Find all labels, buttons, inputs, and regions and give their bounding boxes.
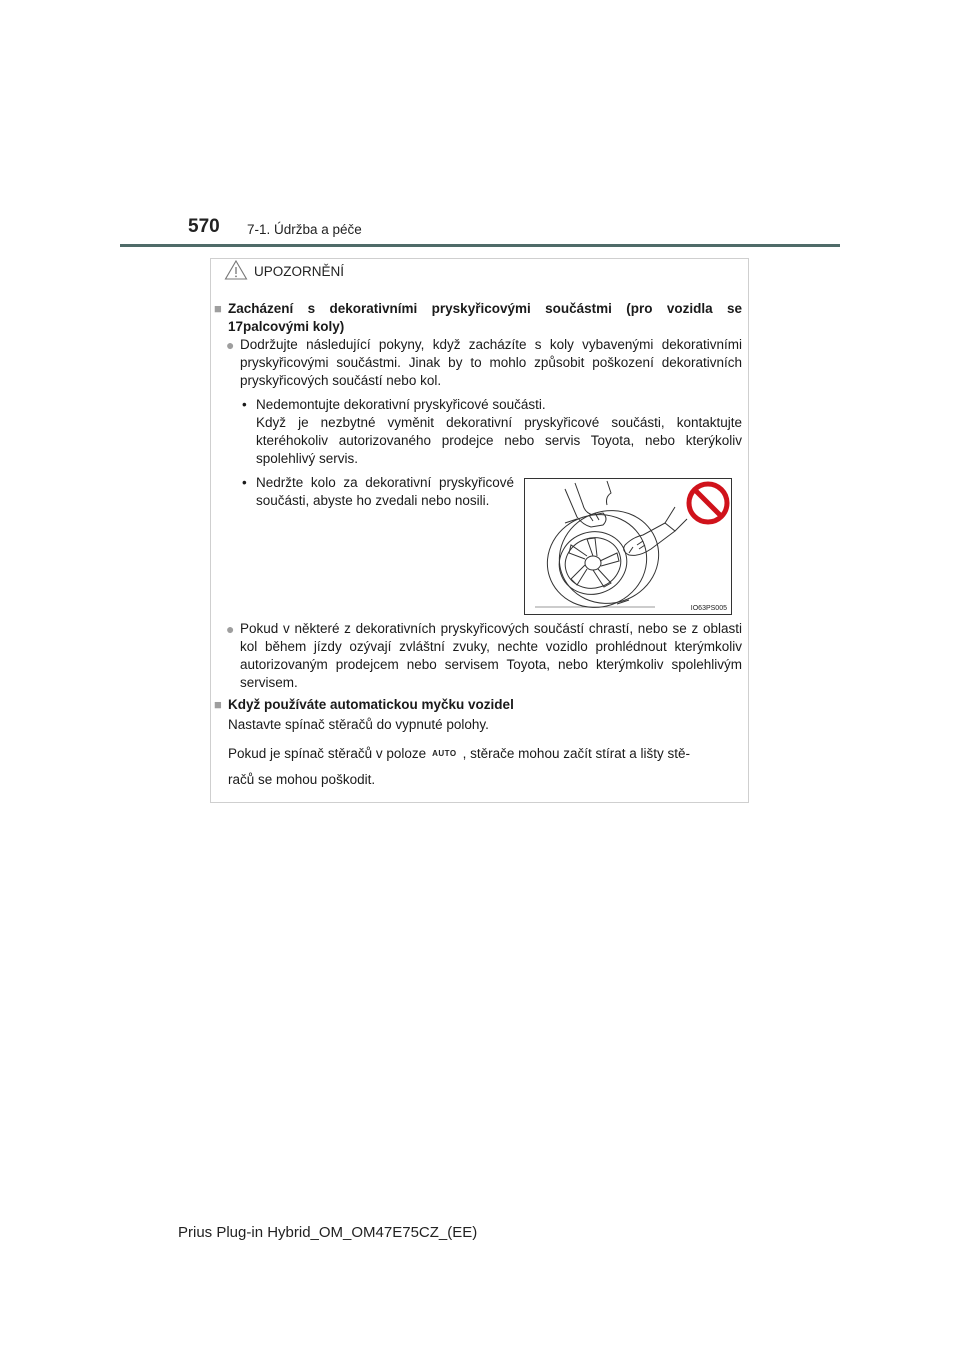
section-title: 7-1. Údržba a péče [247,222,362,237]
prohibited-icon [689,484,727,522]
circle-item-rattle [226,620,742,692]
wiper-instruction: Nastavte spínač stěračů do vypnuté polohy. [228,717,489,732]
wheel-illustration [524,478,732,615]
circle-item-instructions [226,336,742,390]
bullet-dot: • [242,397,247,412]
header-rule [120,244,840,247]
bullet-item-hold [242,474,514,510]
bullet-dot: • [242,475,247,490]
heading-text: Zacházení s dekorativními pryskyřicovými součástmi (pro vozidla se 17palcovými koly) [228,301,742,334]
wheel-hands-image [525,479,731,614]
heading-resin-parts [214,300,742,336]
square-bullet-icon: ■ [214,301,222,316]
wiper-auto-warning [228,745,742,763]
warning-text-end: , stěrače mohou začít stírat a lišty stě- [462,746,690,761]
heading-car-wash [214,696,742,714]
bullet-text-line: Nedemontujte dekorativní pryskyřicové součásti. [256,397,546,412]
warning-title: UPOZORNĚNÍ [254,264,345,279]
auto-position-icon: AUTO [432,749,457,758]
circle-bullet-icon: ● [226,337,235,353]
figure-code: IO63PS005 [690,605,727,612]
warning-header [224,259,424,285]
circle-bullet-icon: ● [226,621,235,637]
footer-document-id: Prius Plug-in Hybrid_OM_OM47E75CZ_(EE) [178,1224,478,1241]
paragraph-text: Pokud v některé z dekorativních pryskyřicových součástí chrastí, nebo se z oblasti kol během jízdy ozývají zvláštní zvuky, nechte vozidlo prohlédnout kterýmkoliv autorizovaným prodejcem nebo servisem Toyota, nebo kterýmkoliv spolehlivým servisem. [240,621,742,690]
square-bullet-icon: ■ [214,697,222,712]
bullet-text: Nedržte kolo za dekorativní pryskyřicové součásti, abyste ho zvedali nebo nosili. [256,475,514,508]
bullet-text: Když je nezbytné vyměnit dekorativní pryskyřicové součásti, kontaktujte kteréhokoliv autorizovaného prodejce nebo servis Toyota, nebo kterýkoliv spolehlivý servis. [256,415,742,466]
bullet-item-dismount [242,396,742,468]
wiper-auto-warning-line2: račů se mohou poškodit. [228,772,376,787]
warning-text-start: Pokud je spínač stěračů v poloze [228,746,427,761]
warning-triangle-icon [224,259,248,281]
page-number: 570 [188,216,220,237]
heading-text: Když používáte automatickou myčku vozidel [228,697,514,712]
paragraph-text: Dodržujte následující pokyny, když zacházíte s koly vybavenými dekorativními pryskyřicovými součástmi. Jinak by to mohlo způsobit poškození dekorativních pryskyřicových součástí nebo kol. [240,337,742,388]
